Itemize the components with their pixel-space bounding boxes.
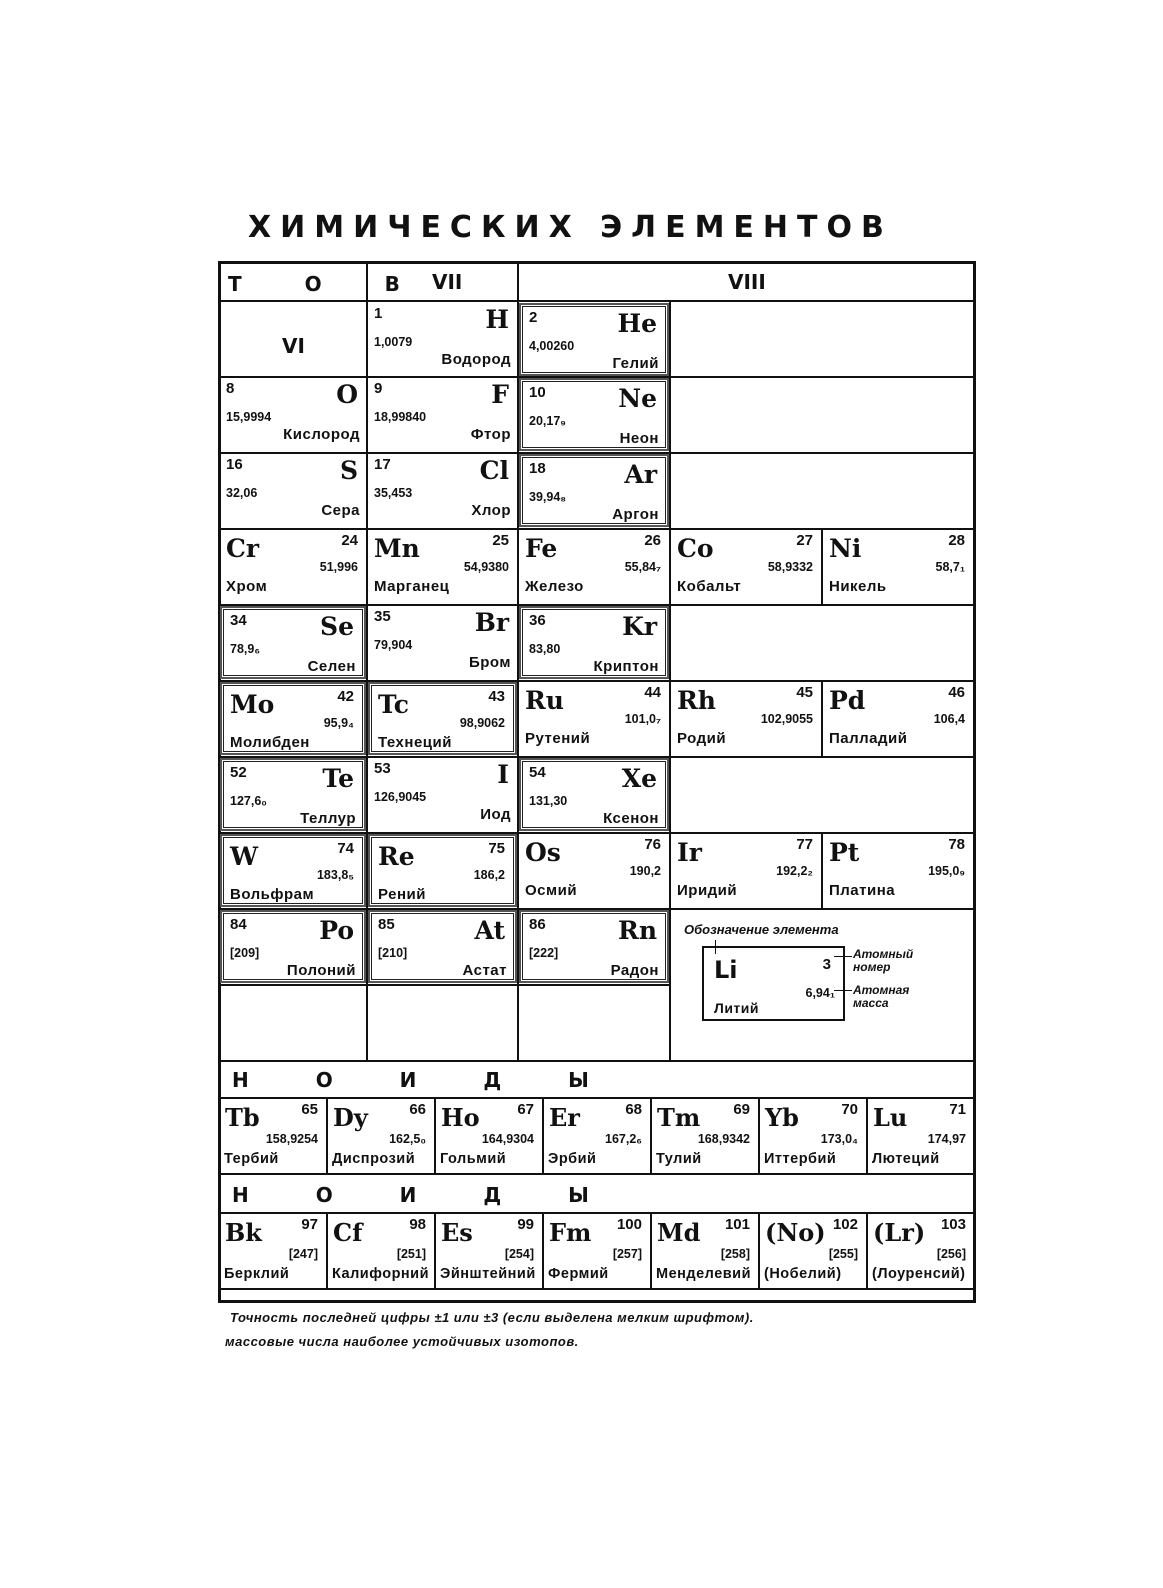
element-symbol: F	[491, 380, 509, 409]
atomic-number: 16	[226, 456, 243, 473]
atomic-number: 53	[374, 760, 391, 777]
element-symbol: Fe	[525, 534, 558, 563]
element-name: Сера	[321, 502, 360, 519]
atomic-mass: [210]	[378, 946, 408, 960]
element-cell-er	[544, 1099, 652, 1173]
element-name: Тулий	[656, 1151, 702, 1167]
atomic-number: 17	[374, 456, 391, 473]
element-name: Молибден	[230, 734, 310, 751]
element-symbol: Cl	[479, 456, 509, 485]
element-name: Гольмий	[440, 1151, 507, 1167]
element-cell-at	[368, 910, 517, 983]
element-cell-h	[368, 303, 517, 376]
atomic-mass: [209]	[230, 946, 260, 960]
atomic-number: 103	[940, 1216, 966, 1233]
element-name: Тербий	[224, 1151, 279, 1167]
element-symbol: Ni	[829, 534, 862, 563]
atomic-mass: 35,453	[374, 486, 413, 500]
atomic-mass: 158,9254	[265, 1132, 318, 1146]
atomic-number: 101	[724, 1216, 750, 1233]
atomic-mass: 102,9055	[760, 712, 813, 726]
atomic-mass: [251]	[396, 1247, 426, 1261]
element-symbol: Ne	[618, 384, 657, 413]
element-name: Фермий	[548, 1266, 609, 1282]
atomic-number: 77	[796, 836, 813, 853]
element-name: Родий	[677, 730, 727, 747]
element-symbol: Es	[441, 1218, 473, 1247]
atomic-mass: 32,06	[226, 486, 258, 500]
element-symbol: Tm	[657, 1103, 701, 1132]
element-symbol: O	[336, 380, 358, 409]
element-name: Палладий	[829, 730, 908, 747]
atomic-mass: 101,0₇	[624, 712, 661, 726]
atomic-number: 1	[374, 305, 383, 322]
page-title: ХИМИЧЕСКИХ ЭЛЕМЕНТОВ	[248, 210, 893, 245]
element-name: Железо	[525, 578, 584, 595]
element-symbol: Mo	[230, 690, 275, 719]
element-cell-es	[436, 1214, 544, 1288]
element-name: Осмий	[525, 882, 578, 899]
element-name: Калифорний	[332, 1266, 430, 1282]
element-cell-tm	[652, 1099, 760, 1173]
atomic-mass: 162,5₀	[389, 1132, 426, 1146]
element-name: Марганец	[374, 578, 450, 595]
element-name: Хлор	[471, 502, 511, 519]
element-symbol: Dy	[333, 1103, 368, 1132]
element-symbol: Bk	[225, 1218, 262, 1247]
legend-symbol: Li	[714, 956, 738, 984]
element-cell-cf	[328, 1214, 436, 1288]
atomic-number: 97	[301, 1216, 318, 1233]
atomic-mass: 95,9₄	[323, 716, 354, 730]
element-cell-yb	[760, 1099, 868, 1173]
element-cell-re	[368, 834, 517, 907]
element-symbol: I	[497, 760, 509, 789]
element-cell-ho	[436, 1099, 544, 1173]
legend-atomic-number-label: Атомный номер	[853, 947, 914, 974]
actinoids-row	[218, 1212, 976, 1290]
atomic-number: 44	[644, 684, 661, 701]
element-cell-os	[519, 834, 669, 907]
element-cell-o	[220, 378, 366, 451]
element-cell-mn	[368, 530, 517, 603]
atomic-mass: 58,9332	[767, 560, 813, 574]
element-cell-ne	[519, 378, 669, 451]
atomic-mass: 18,99840	[374, 410, 427, 424]
atomic-mass: 98,9062	[459, 716, 505, 730]
atomic-mass: 39,94₈	[529, 490, 567, 504]
element-symbol: Tb	[225, 1103, 260, 1132]
atomic-number: 69	[733, 1101, 750, 1118]
atomic-number: 84	[230, 916, 247, 933]
atomic-number: 45	[796, 684, 813, 701]
element-name: Платина	[829, 882, 896, 899]
element-symbol: Fm	[549, 1218, 592, 1247]
element-symbol: (Lr)	[873, 1218, 926, 1247]
element-name: Вольфрам	[230, 886, 315, 903]
element-name: Неон	[619, 430, 659, 447]
atomic-number: 76	[644, 836, 661, 853]
element-symbol: Ru	[525, 686, 564, 715]
atomic-number: 9	[374, 380, 383, 397]
element-symbol: Mn	[374, 534, 420, 563]
element-name: Кобальт	[677, 578, 742, 595]
atomic-number: 98	[409, 1216, 426, 1233]
legend-name: Литий	[714, 1000, 759, 1016]
element-name: Эрбий	[548, 1151, 597, 1167]
element-cell-i	[368, 758, 517, 831]
element-symbol: Ir	[677, 838, 702, 867]
element-cell-tc	[368, 682, 517, 755]
atomic-number: 42	[337, 688, 354, 705]
element-symbol: (No)	[765, 1218, 826, 1247]
element-name: Хром	[226, 578, 268, 595]
element-symbol: Xe	[621, 764, 657, 793]
atomic-number: 52	[230, 764, 247, 781]
element-symbol: Rh	[677, 686, 716, 715]
atomic-number: 35	[374, 608, 391, 625]
legend-atomic-mass-label: Атомная масса	[853, 983, 910, 1010]
atomic-number: 10	[529, 384, 546, 401]
element-cell-te	[220, 758, 366, 831]
atomic-number: 27	[796, 532, 813, 549]
element-name: Аргон	[612, 506, 659, 523]
element-name: (Нобелий)	[764, 1266, 842, 1282]
element-cell-mo	[220, 682, 366, 755]
element-name: Теллур	[300, 810, 356, 827]
element-symbol: Rn	[618, 916, 657, 945]
element-symbol: Md	[657, 1218, 701, 1247]
element-symbol: Te	[322, 764, 354, 793]
group-viii-label: VIII	[728, 270, 766, 294]
atomic-number: 74	[337, 840, 354, 857]
element-cell-kr	[519, 606, 669, 679]
atomic-mass: [256]	[936, 1247, 966, 1261]
atomic-number: 28	[948, 532, 965, 549]
footnote-line-1: Точность последней цифры ±1 или ±3 (если выделена мелким шрифтом).	[230, 1310, 754, 1325]
element-cell-dy	[328, 1099, 436, 1173]
element-symbol: Os	[525, 838, 561, 867]
atomic-mass: [258]	[720, 1247, 750, 1261]
atomic-mass: [255]	[828, 1247, 858, 1261]
element-symbol: Cf	[333, 1218, 363, 1247]
element-symbol: Er	[549, 1103, 580, 1132]
element-symbol: H	[485, 305, 509, 334]
atomic-number: 36	[529, 612, 546, 629]
atomic-number: 26	[644, 532, 661, 549]
element-cell-rh	[671, 682, 821, 755]
element-cell-co	[671, 530, 821, 603]
header-left: Т О В	[228, 272, 428, 296]
atomic-mass: 78,9₆	[230, 642, 261, 656]
element-cell-rn	[519, 910, 669, 983]
element-name: Эйнштейний	[440, 1266, 536, 1282]
element-name: Технеций	[378, 734, 452, 751]
atomic-number: 43	[488, 688, 505, 705]
atomic-mass: 79,904	[374, 638, 413, 652]
element-cell-ar	[519, 454, 669, 527]
element-cell-lr	[868, 1214, 974, 1288]
element-cell-cr	[220, 530, 366, 603]
atomic-number: 102	[832, 1216, 858, 1233]
atomic-number: 34	[230, 612, 247, 629]
atomic-number: 2	[529, 309, 538, 326]
legend-box	[702, 946, 845, 1021]
element-symbol: Yb	[765, 1103, 799, 1132]
atomic-number: 8	[226, 380, 235, 397]
atomic-mass: 190,2	[629, 864, 661, 878]
element-name: Кислород	[283, 426, 360, 443]
atomic-number: 70	[841, 1101, 858, 1118]
element-symbol: Tc	[378, 690, 409, 719]
element-name: Иттербий	[764, 1151, 837, 1167]
atomic-number: 99	[517, 1216, 534, 1233]
element-cell-ir	[671, 834, 821, 907]
atomic-mass: [254]	[504, 1247, 534, 1261]
atomic-number: 68	[625, 1101, 642, 1118]
atomic-number: 46	[948, 684, 965, 701]
atomic-mass: 55,84₇	[624, 560, 661, 574]
atomic-mass: 106,4	[933, 712, 965, 726]
atomic-mass: 186,2	[473, 868, 505, 882]
atomic-number: 54	[529, 764, 546, 781]
element-symbol: Cr	[226, 534, 260, 563]
atomic-mass: 20,17₉	[529, 414, 566, 428]
legend-number: 3	[822, 956, 831, 973]
element-name: Фтор	[470, 426, 511, 443]
atomic-mass: [247]	[288, 1247, 318, 1261]
footnote-line-2: массовые числа наиболее устойчивых изотопов.	[225, 1334, 579, 1349]
atomic-number: 85	[378, 916, 395, 933]
element-name: Лютеций	[872, 1151, 940, 1167]
atomic-number: 66	[409, 1101, 426, 1118]
element-symbol: Lu	[873, 1103, 908, 1132]
element-symbol: Po	[319, 916, 354, 945]
element-name: Иод	[480, 806, 511, 823]
element-symbol: Pt	[829, 838, 860, 867]
element-symbol: At	[474, 916, 505, 945]
atomic-number: 25	[492, 532, 509, 549]
element-symbol: Se	[320, 612, 354, 641]
legend-mass: 6,94₁	[805, 986, 835, 1000]
element-cell-po	[220, 910, 366, 983]
atomic-mass: [257]	[612, 1247, 642, 1261]
atomic-mass: 127,6₀	[230, 794, 267, 808]
element-name: Диспрозий	[332, 1151, 416, 1167]
atomic-mass: 1,0079	[374, 335, 413, 349]
element-name: Бром	[468, 654, 511, 671]
element-symbol: Br	[474, 608, 509, 637]
atomic-mass: 15,9994	[226, 410, 272, 424]
atomic-mass: 58,7₁	[935, 560, 965, 574]
element-name: Астат	[462, 962, 507, 979]
actinoids-label: Н О И Д Ы	[232, 1183, 619, 1207]
element-cell-no	[760, 1214, 868, 1288]
element-name: Селен	[307, 658, 356, 675]
atomic-number: 100	[616, 1216, 642, 1233]
element-cell-ni	[823, 530, 973, 603]
element-symbol: Co	[677, 534, 714, 563]
atomic-mass: 131,30	[529, 794, 568, 808]
element-symbol: Kr	[622, 612, 657, 641]
element-name: Гелий	[612, 355, 659, 372]
atomic-mass: 51,996	[319, 560, 358, 574]
atomic-mass: 4,00260	[529, 339, 575, 353]
element-name: Никель	[829, 578, 887, 595]
element-cell-br	[368, 606, 517, 679]
element-name: Иридий	[677, 882, 738, 899]
atomic-number: 18	[529, 460, 546, 477]
element-name: Рутений	[525, 730, 591, 747]
element-cell-pd	[823, 682, 973, 755]
element-symbol: He	[617, 309, 657, 338]
atomic-mass: 126,9045	[374, 790, 427, 804]
element-cell-tb	[220, 1099, 328, 1173]
atomic-mass: 195,0₉	[928, 864, 965, 878]
atomic-number: 71	[949, 1101, 966, 1118]
element-cell-f	[368, 378, 517, 451]
atomic-mass: 174,97	[927, 1132, 966, 1146]
element-cell-md	[652, 1214, 760, 1288]
element-cell-w	[220, 834, 366, 907]
element-cell-cl	[368, 454, 517, 527]
atomic-mass: 192,2₂	[776, 864, 813, 878]
element-name: Рений	[378, 886, 426, 903]
element-cell-fm	[544, 1214, 652, 1288]
element-name: (Лоуренсий)	[872, 1266, 966, 1282]
element-symbol: Ho	[441, 1103, 480, 1132]
element-symbol: Re	[378, 842, 415, 871]
atomic-mass: [222]	[529, 946, 559, 960]
element-cell-se	[220, 606, 366, 679]
atomic-number: 24	[341, 532, 358, 549]
element-symbol: W	[230, 842, 259, 871]
element-symbol: Ar	[624, 460, 657, 489]
atomic-mass: 167,2₆	[605, 1132, 642, 1146]
element-cell-he	[519, 303, 669, 376]
atomic-mass: 83,80	[529, 642, 561, 656]
element-cell-ru	[519, 682, 669, 755]
atomic-number: 75	[488, 840, 505, 857]
legend-title: Обозначение элемента	[684, 922, 839, 937]
element-name: Берклий	[224, 1266, 290, 1282]
group-vi-label: VI	[282, 334, 305, 358]
element-name: Полоний	[286, 962, 356, 979]
element-cell-bk	[220, 1214, 328, 1288]
lanthanoids-label: Н О И Д Ы	[232, 1068, 619, 1092]
element-name: Водород	[441, 351, 511, 368]
element-name: Радон	[610, 962, 659, 979]
element-cell-fe	[519, 530, 669, 603]
element-cell-lu	[868, 1099, 974, 1173]
group-vii-label: VII	[432, 270, 463, 294]
element-symbol: S	[339, 456, 358, 485]
atomic-mass: 168,9342	[697, 1132, 750, 1146]
atomic-mass: 183,8₅	[316, 868, 354, 882]
element-symbol: Pd	[829, 686, 866, 715]
atomic-mass: 173,0₄	[820, 1132, 858, 1146]
element-name: Ксенон	[603, 810, 659, 827]
atomic-mass: 54,9380	[463, 560, 509, 574]
element-name: Криптон	[593, 658, 659, 675]
element-cell-pt	[823, 834, 973, 907]
atomic-number: 65	[301, 1101, 318, 1118]
atomic-mass: 164,9304	[481, 1132, 534, 1146]
element-cell-s	[220, 454, 366, 527]
element-cell-xe	[519, 758, 669, 831]
atomic-number: 78	[948, 836, 965, 853]
atomic-number: 67	[517, 1101, 534, 1118]
element-name: Менделевий	[656, 1266, 751, 1282]
atomic-number: 86	[529, 916, 546, 933]
lanthanoids-row	[218, 1097, 976, 1175]
